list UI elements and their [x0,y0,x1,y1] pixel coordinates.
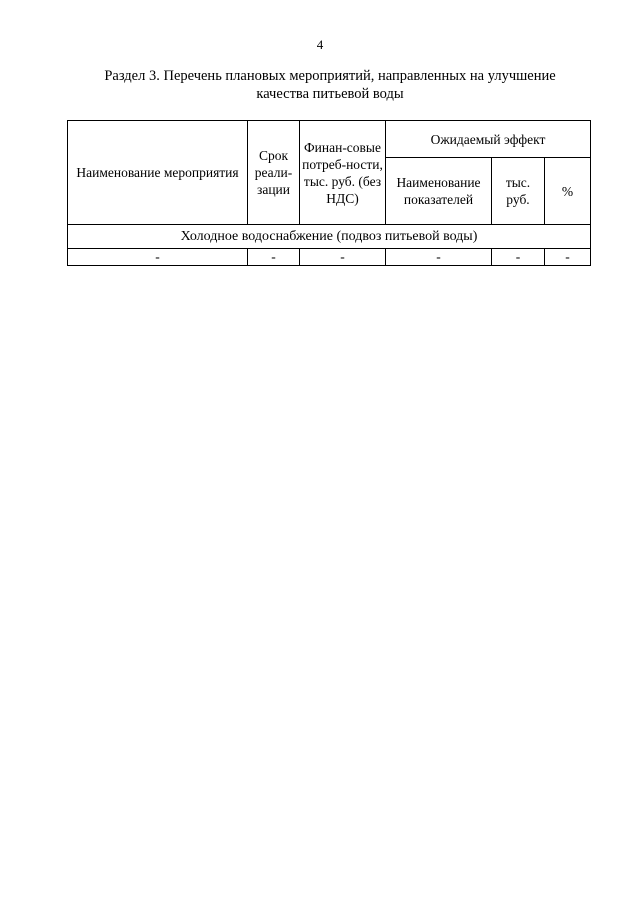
cell-indicator-name: - [386,249,492,266]
header-percent: % [545,158,591,225]
header-financial-needs: Финан-совые потреб-ности, тыс. руб. (без НДС) [300,121,386,225]
header-indicator-name: Наименование показателей [386,158,492,225]
page-number: 4 [316,37,324,52]
table-header-row [68,121,591,158]
category-cold-water-supply: Холодное водоснабжение (подвоз питьевой воды) [68,225,591,249]
header-expected-effect: Ожидаемый эффект [386,121,591,158]
cell-financial-needs: - [300,249,386,266]
cell-term: - [248,249,300,266]
cell-measure-name: - [68,249,248,266]
measures-table [67,120,591,266]
table-row [68,249,591,266]
table-category-row [68,225,591,249]
section-title-line-2: качества питьевой воды [256,86,404,102]
cell-thousand-rub: - [492,249,545,266]
section-title [60,67,600,103]
header-thousand-rub: тыс. руб. [492,158,545,225]
section-title-line-1: Раздел 3. Перечень плановых мероприятий, направленных на улучшение [104,68,556,84]
header-measure-name: Наименование мероприятия [68,121,248,225]
cell-percent: - [545,249,591,266]
header-term: Срок реали-зации [248,121,300,225]
